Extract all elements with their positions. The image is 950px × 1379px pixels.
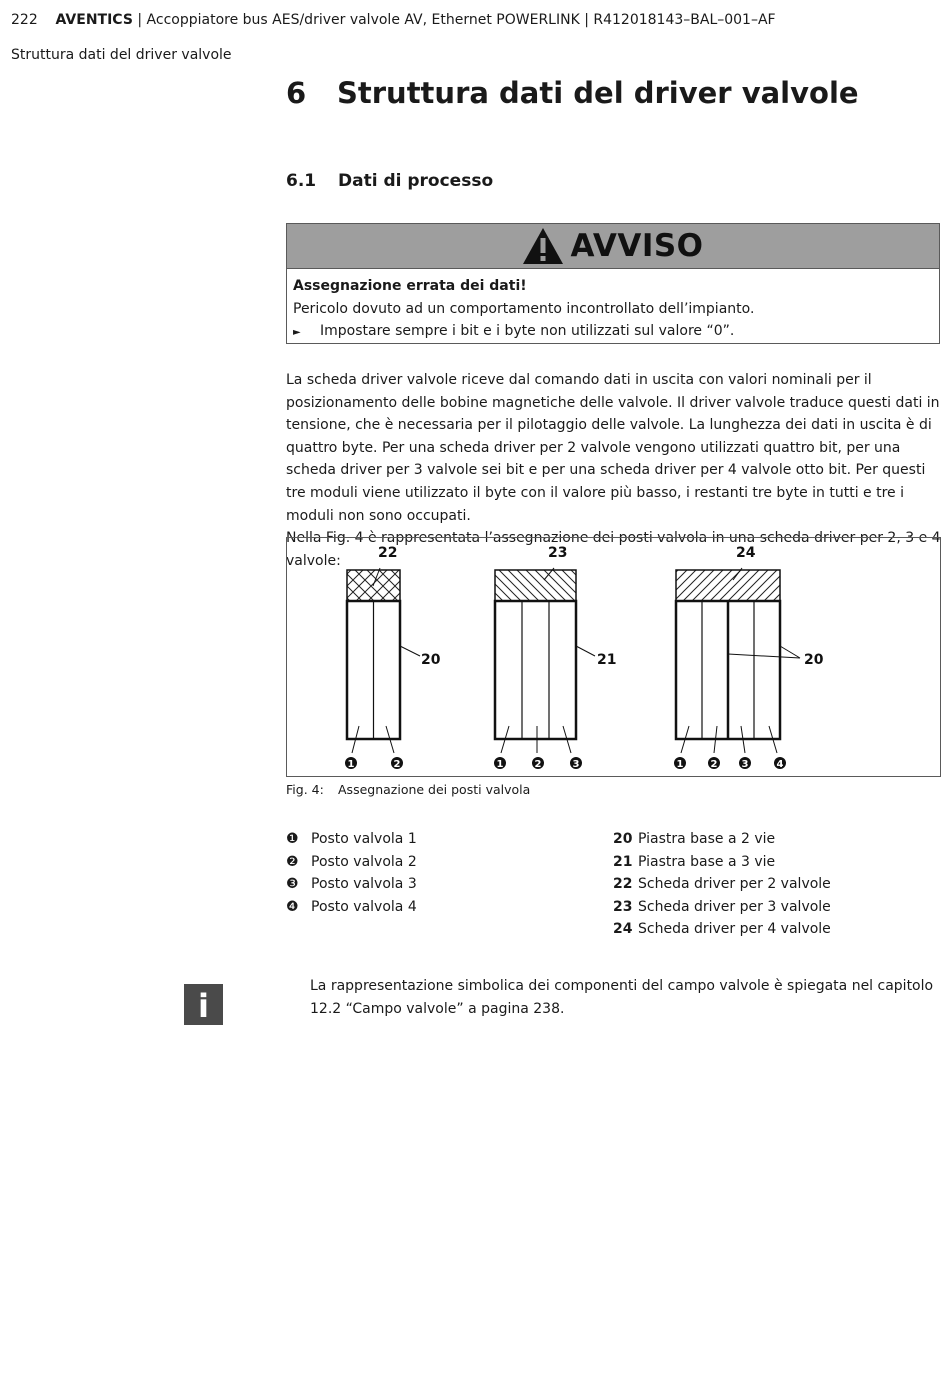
label-23: 23 (548, 545, 568, 561)
label-20-first: 20 (421, 652, 441, 668)
marker-2-unit2 (532, 757, 544, 770)
marker-1-unit2 (494, 757, 506, 770)
driver-4-valve-assembly (676, 568, 800, 753)
label-22: 22 (378, 545, 398, 561)
legend-item (613, 873, 831, 896)
marker-1-unit3 (674, 757, 686, 770)
section-title: Dati di processo (338, 171, 494, 191)
document-title: | Accoppiatore bus AES/driver valvole AV, Ethernet POWERLINK | R412018143–BAL–001–AF (132, 12, 776, 28)
legend-item (613, 851, 831, 874)
figure-caption (286, 782, 530, 797)
svg-text:1: 1 (676, 759, 684, 770)
info-icon-letter: i (198, 987, 209, 1025)
warning-triangle-icon (522, 227, 564, 265)
legend-positions (286, 828, 417, 918)
warning-text: Pericolo dovuto ad un comportamento incontrollato dell’impianto. (293, 300, 755, 317)
legend-text: Posto valvola 2 (311, 853, 417, 870)
legend-key: 24 (613, 921, 633, 937)
marker-3-unit3 (739, 757, 751, 770)
svg-text:2: 2 (534, 759, 542, 770)
legend-text: Scheda driver per 4 valvole (638, 921, 831, 937)
svg-text:3: 3 (572, 759, 580, 770)
warning-instruction (293, 320, 933, 345)
legend-text: Posto valvola 4 (311, 898, 417, 915)
chapter-heading (286, 76, 859, 110)
legend-text: Posto valvola 3 (311, 876, 417, 892)
legend-text: Posto valvola 1 (311, 831, 417, 847)
marker-2-unit3 (708, 757, 720, 770)
brand-name: AVENTICS (55, 12, 133, 28)
chapter-title: Struttura dati del driver valvole (337, 76, 859, 110)
body-paragraph-2: Nella Fig. 4 è rappresentata l’assegnazione dei posti valvola in una scheda driver per 2, 3 e 4 valvole: (286, 530, 941, 569)
chapter-number: 6 (286, 76, 307, 110)
figure-caption-number: Fig. 4: (286, 782, 324, 797)
info-icon (184, 984, 223, 1025)
section-heading (286, 171, 493, 191)
legend-symbol: ❶ (286, 831, 299, 847)
driver-2-valve-assembly (347, 568, 420, 753)
legend-item (286, 896, 417, 919)
legend-item (286, 873, 417, 896)
legend-key: 20 (613, 831, 633, 847)
label-24: 24 (736, 545, 756, 561)
label-21: 21 (597, 652, 617, 668)
marker-4-unit3 (774, 757, 786, 770)
page-header (11, 12, 776, 28)
legend-item (613, 828, 831, 851)
running-title: Struttura dati del driver valvole (11, 47, 232, 63)
svg-text:1: 1 (496, 759, 504, 770)
svg-text:3: 3 (741, 759, 749, 770)
legend-item (286, 828, 417, 851)
legend-key: 22 (613, 876, 633, 892)
legend-item (613, 896, 831, 919)
valve-assignment-diagram (287, 538, 940, 776)
warning-heading: Assegnazione errata dei dati! (293, 278, 527, 294)
legend-key: 21 (613, 853, 633, 870)
bullet-arrow-icon: ► (293, 327, 301, 338)
warning-body (287, 269, 939, 345)
label-20-second: 20 (804, 652, 824, 668)
legend-text: Piastra base a 3 vie (638, 853, 776, 870)
warning-instruction-text: Impostare sempre i bit e i byte non utilizzati sul valore “0”. (320, 323, 735, 339)
section-number: 6.1 (286, 171, 317, 191)
legend-text: Scheda driver per 2 valvole (638, 876, 831, 892)
legend-symbol: ❹ (286, 898, 299, 915)
figure-frame (286, 537, 941, 777)
warning-box (286, 223, 940, 344)
body-paragraph-1: La scheda driver valvole riceve dal comando dati in uscita con valori nominali per il posizionamento delle bobine magnetiche delle valvole. Il driver valvole traduce questi dati in tensione, che è necessaria per il pilotaggio delle valvole. La lunghezza dei dati in uscita è di quattro byte. Per una scheda driver per 2 valvole vengono utilizzati quattro bit, per una scheda driver per 3 valvole sei bit e per una scheda driver per 4 valvole otto bit. Per questi tre moduli viene utilizzato il byte con il valore più basso, i restanti tre byte in tutti e tre i moduli non sono occupati. (286, 372, 940, 524)
legend-components (613, 828, 831, 941)
svg-text:1: 1 (347, 759, 355, 770)
svg-text:4: 4 (776, 759, 784, 770)
marker-1-unit1 (345, 757, 357, 770)
legend-text: Scheda driver per 3 valvole (638, 898, 831, 915)
marker-2-unit1 (391, 757, 403, 770)
warning-header (287, 224, 939, 269)
svg-text:2: 2 (393, 759, 401, 770)
legend-text: Piastra base a 2 vie (638, 831, 776, 847)
figure-caption-text: Assegnazione dei posti valvola (338, 782, 531, 797)
page-number: 222 (11, 12, 38, 28)
info-note: La rappresentazione simbolica dei componenti del campo valvole è spiegata nel capitolo 12.2 “Campo valvole” a pagina 238. (310, 978, 934, 1017)
legend-key: 23 (613, 898, 633, 915)
driver-3-valve-assembly (495, 568, 595, 753)
legend-symbol: ❷ (286, 853, 299, 870)
svg-text:2: 2 (710, 759, 718, 770)
warning-title: AVVISO (570, 228, 704, 264)
legend-item (613, 918, 831, 941)
legend-symbol: ❸ (286, 876, 299, 892)
legend-item (286, 851, 417, 874)
marker-3-unit2 (570, 757, 582, 770)
